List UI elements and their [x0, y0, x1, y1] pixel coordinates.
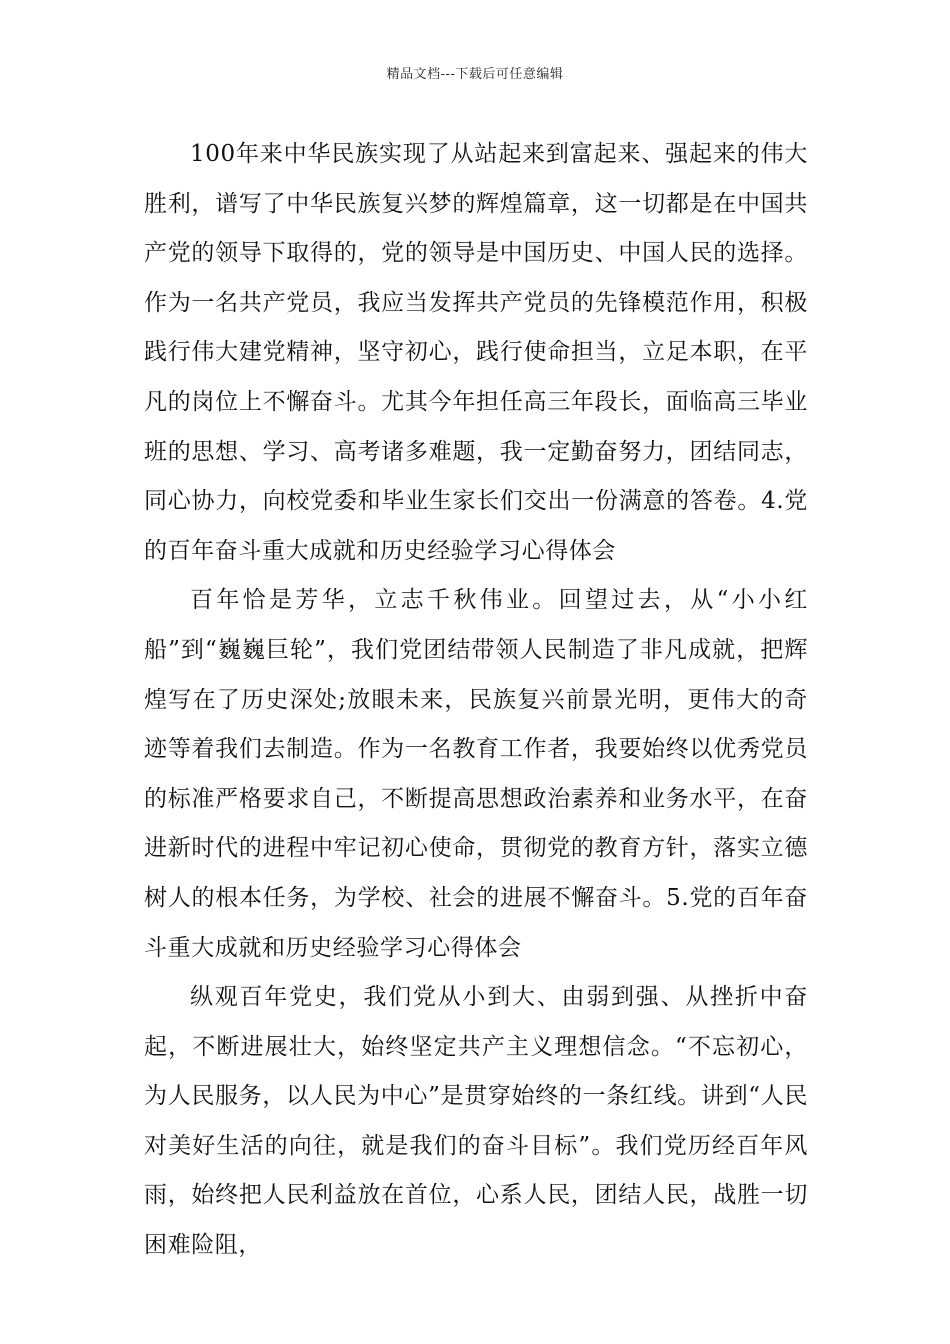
document-body — [144, 130, 808, 1271]
paragraph-1: 100年来中华民族实现了从站起来到富起来、强起来的伟大胜利，谱写了中华民族复兴梦的辉煌篇章，这一切都是在中国共产党的领导下取得的，党的领导是中国历史、中国人民的选择。作为一名共产党员，我应当发挥共产党员的先锋模范作用，积极践行伟大建党精神，坚守初心，践行使命担当，立足本职，在平凡的岗位上不懈奋斗。尤其今年担任高三年段长，面临高三毕业班的思想、学习、高考诸多难题，我一定勤奋努力，团结同志，同心协力，向校党委和毕业生家长们交出一份满意的答卷。4.党的百年奋斗重大成就和历史经验学习心得体会 — [144, 141, 808, 564]
paragraph-3: 纵观百年党史，我们党从小到大、由弱到强、从挫折中奋起，不断进展壮大，始终坚定共产主义理想信念。“不忘初心，为人民服务，以人民为中心”是贯穿始终的一条红线。讲到“人民对美好生活的向往，就是我们的奋斗目标”。我们党历经百年风雨，始终把人民利益放在首位，心系人民，团结人民，战胜一切困难险阻， — [144, 984, 808, 1259]
paragraph-2: 百年恰是芳华，立志千秋伟业。回望过去，从“小小红船”到“巍巍巨轮”，我们党团结带领人民制造了非凡成就，把辉煌写在了历史深处;放眼未来，民族复兴前景光明，更伟大的奇迹等着我们去制造。作为一名教育工作者，我要始终以优秀党员的标准严格要求自己，不断提高思想政治素养和业务水平，在奋进新时代的进程中牢记初心使命，贯彻党的教育方针，落实立德树人的根本任务，为学校、社会的进展不懈奋斗。5.党的百年奋斗重大成就和历史经验学习心得体会 — [144, 587, 808, 961]
page-header: 精品文档---下载后可任意编辑 — [386, 67, 564, 82]
